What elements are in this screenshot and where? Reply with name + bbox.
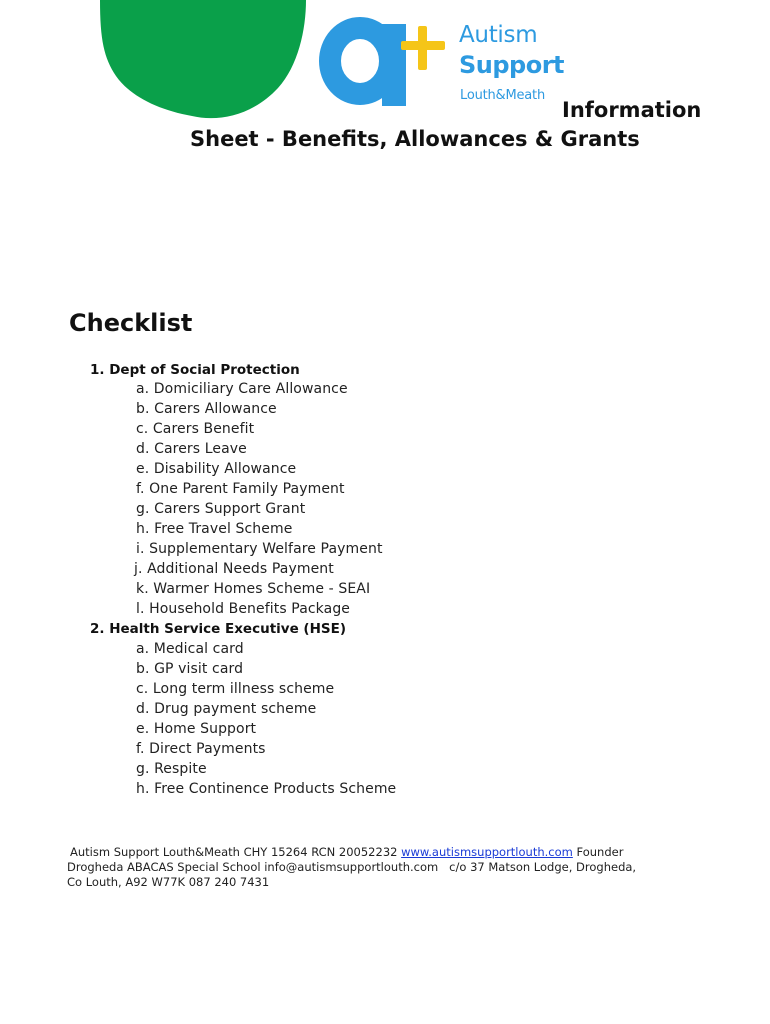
list-item: l. Household Benefits Package: [136, 601, 351, 617]
footer-website-link[interactable]: www.autismsupportlouth.com: [401, 845, 573, 859]
footer-line-2: Drogheda ABACAS Special School info@autismsupportlouth.com c/o 37 Matson Lodge, Drogheda,: [67, 860, 637, 874]
logo-text-autism: Autism: [459, 22, 538, 48]
list-item: d. Carers Leave: [136, 441, 247, 457]
list-item: c. Carers Benefit: [136, 421, 255, 437]
list-item: g. Carers Support Grant: [136, 501, 306, 517]
logo-text-region: Louth&Meath: [460, 88, 545, 103]
document-title-line-1: Information: [562, 98, 702, 122]
logo-a-plus-icon: [318, 6, 448, 108]
footer-line-1: [70, 845, 623, 859]
list-item: k. Warmer Homes Scheme - SEAI: [136, 581, 371, 597]
footer-charity-info: Autism Support Louth&Meath CHY 15264 RCN 20052232: [70, 845, 398, 859]
list-item: e. Home Support: [136, 721, 257, 737]
list-item: h. Free Travel Scheme: [136, 521, 293, 537]
list-item: j. Additional Needs Payment: [134, 561, 334, 577]
list-item: d. Drug payment scheme: [136, 701, 317, 717]
list-item: b. GP visit card: [136, 661, 244, 677]
document-title-line-2: Sheet - Benefits, Allowances & Grants: [190, 127, 640, 151]
list-item: i. Supplementary Welfare Payment: [136, 541, 383, 557]
list-item: a. Medical card: [136, 641, 244, 657]
list-item: b. Carers Allowance: [136, 401, 277, 417]
list-item: c. Long term illness scheme: [136, 681, 335, 697]
list-item: e. Disability Allowance: [136, 461, 297, 477]
logo-text-support: Support: [459, 51, 565, 79]
list-item: a. Domiciliary Care Allowance: [136, 381, 348, 397]
list-item: f. Direct Payments: [136, 741, 266, 757]
footer-founder-text: Founder: [576, 845, 624, 859]
list-item: g. Respite: [136, 761, 207, 777]
list-item: f. One Parent Family Payment: [136, 481, 345, 497]
checklist-heading: Checklist: [69, 309, 193, 337]
section-heading-social-protection: 1. Dept of Social Protection: [90, 362, 300, 378]
section-heading-hse: 2. Health Service Executive (HSE): [90, 621, 347, 637]
logo-green-shape: [100, 0, 306, 122]
footer-line-3: Co Louth, A92 W77K 087 240 7431: [67, 875, 270, 889]
list-item: h. Free Continence Products Scheme: [136, 781, 397, 797]
